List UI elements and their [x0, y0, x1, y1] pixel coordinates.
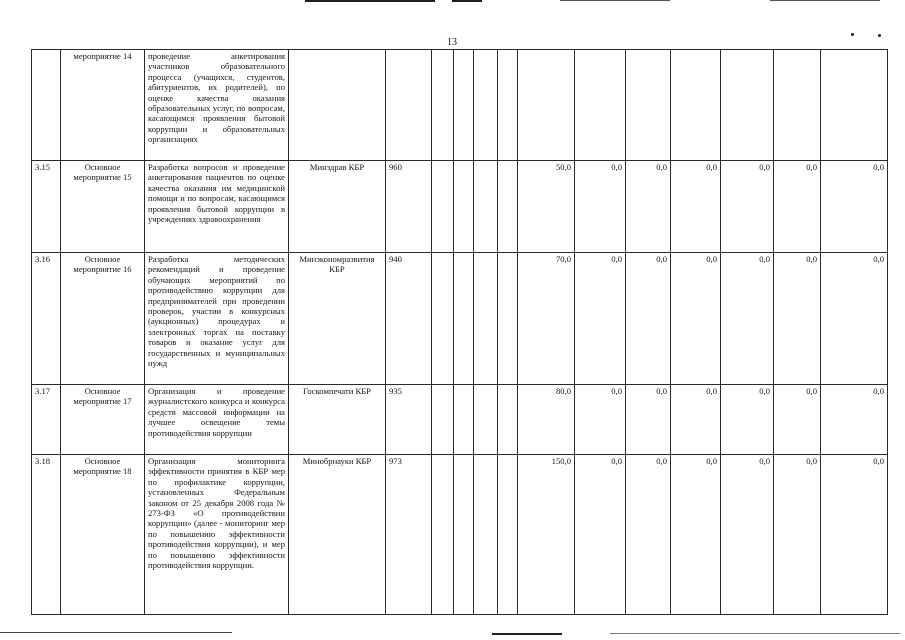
- measure-type: Основное мероприятие 18: [61, 455, 145, 615]
- value-cell: 0,0: [671, 253, 721, 385]
- measure-description: Разработка вопросов и проведение анкетирования пациентов по оценке качества оказания им медицинской помощи и по вопросам, касающимся проявления бытовой коррупции в учреждениях здравоохранения: [145, 161, 289, 253]
- table-row-14: [32, 50, 888, 161]
- row-number: 3.18: [32, 455, 61, 615]
- value-cell: 0,0: [774, 161, 821, 253]
- value-cell: [626, 50, 671, 161]
- row-number: [32, 50, 61, 161]
- table-row-16: [32, 253, 888, 385]
- value-cell: 0,0: [774, 385, 821, 455]
- executor: Минэкономразвития КБР: [289, 253, 386, 385]
- measure-type: Основное мероприятие 17: [61, 385, 145, 455]
- scan-artifact-top-2: [452, 0, 482, 2]
- measure-type: мероприятие 14: [61, 50, 145, 161]
- executor: [289, 50, 386, 161]
- measure-type: Основное мероприятие 15: [61, 161, 145, 253]
- program-table: [31, 49, 888, 615]
- measure-type: Основное мероприятие 16: [61, 253, 145, 385]
- scan-artifact-top-4: [770, 0, 880, 1]
- value-cell: 0,0: [721, 253, 774, 385]
- value-cell: [671, 50, 721, 161]
- value-cell: 0,0: [721, 455, 774, 615]
- executor: Госкомпечати КБР: [289, 385, 386, 455]
- value-cell: 0,0: [721, 161, 774, 253]
- budget-code: 940: [386, 253, 432, 385]
- table-row-15: [32, 161, 888, 253]
- value-cell: [575, 50, 626, 161]
- value-cell: 0,0: [774, 253, 821, 385]
- scan-artifact-bottom-1: [0, 632, 232, 633]
- scan-artifact-bottom-2: [492, 633, 562, 635]
- value-cell: 0,0: [721, 385, 774, 455]
- value-cell: 0,0: [821, 385, 888, 455]
- scan-dot-1: [851, 33, 854, 36]
- value-cell: 150,0: [518, 455, 575, 615]
- value-cell: 0,0: [626, 455, 671, 615]
- value-cell: 0,0: [575, 455, 626, 615]
- executor: Минздрав КБР: [289, 161, 386, 253]
- value-cell: 0,0: [821, 455, 888, 615]
- value-cell: [774, 50, 821, 161]
- value-cell: 0,0: [626, 253, 671, 385]
- value-cell: 0,0: [626, 385, 671, 455]
- value-cell: [518, 50, 575, 161]
- value-cell: 50,0: [518, 161, 575, 253]
- value-cell: 0,0: [671, 161, 721, 253]
- table-row-17: [32, 385, 888, 455]
- scan-artifact-top-3: [560, 0, 670, 1]
- scan-dot-2: [878, 34, 881, 37]
- scan-artifact-top-1: [305, 0, 435, 2]
- row-number: 3.16: [32, 253, 61, 385]
- scan-artifact-bottom-3: [610, 633, 900, 634]
- value-cell: [821, 50, 888, 161]
- measure-description: Организация мониторинга эффективности принятия в КБР мер по профилактике коррупции, установленных Федеральным законом от 25 декабря 2008 года № 273-ФЗ «О противодействии коррупции» (далее - мониторинг мер по повышению эффективности противодействия коррупции), и мер по повышению эффективности противодействия коррупции.: [145, 455, 289, 615]
- value-cell: 80,0: [518, 385, 575, 455]
- table-row-18: [32, 455, 888, 615]
- value-cell: [721, 50, 774, 161]
- budget-code: 960: [386, 161, 432, 253]
- value-cell: 0,0: [821, 161, 888, 253]
- measure-description: Разработка методических рекомендаций и проведение обучающих мероприятий по противодействию коррупции для предпринимателей при проведении проверок, участии в конкурсных (аукционных) процедурах и электронных торгах на поставку товаров и оказание услуг для государственных и муниципальных нужд: [145, 253, 289, 385]
- page-number: 13: [447, 37, 457, 48]
- measure-description: Организация и проведение журналистского конкурса и конкурса средств массовой информации на лучшее освещение темы противодействия коррупции: [145, 385, 289, 455]
- value-cell: 0,0: [575, 385, 626, 455]
- executor: Минобрнауки КБР: [289, 455, 386, 615]
- value-cell: 0,0: [575, 161, 626, 253]
- budget-code: 973: [386, 455, 432, 615]
- value-cell: 0,0: [821, 253, 888, 385]
- value-cell: 0,0: [774, 455, 821, 615]
- measure-description: проведение анкетирования участников образовательного процесса (учащихся, студентов, абитуриентов, их родителей), по оценке качества оказания образовательных услуг, по вопросам, касающимся проявления бытовой коррупции и образовательных организациях: [145, 50, 289, 161]
- budget-code: [386, 50, 432, 161]
- row-number: 3.17: [32, 385, 61, 455]
- value-cell: 0,0: [626, 161, 671, 253]
- budget-code: 935: [386, 385, 432, 455]
- value-cell: 0,0: [671, 455, 721, 615]
- value-cell: 0,0: [575, 253, 626, 385]
- value-cell: 70,0: [518, 253, 575, 385]
- row-number: 3.15: [32, 161, 61, 253]
- value-cell: 0,0: [671, 385, 721, 455]
